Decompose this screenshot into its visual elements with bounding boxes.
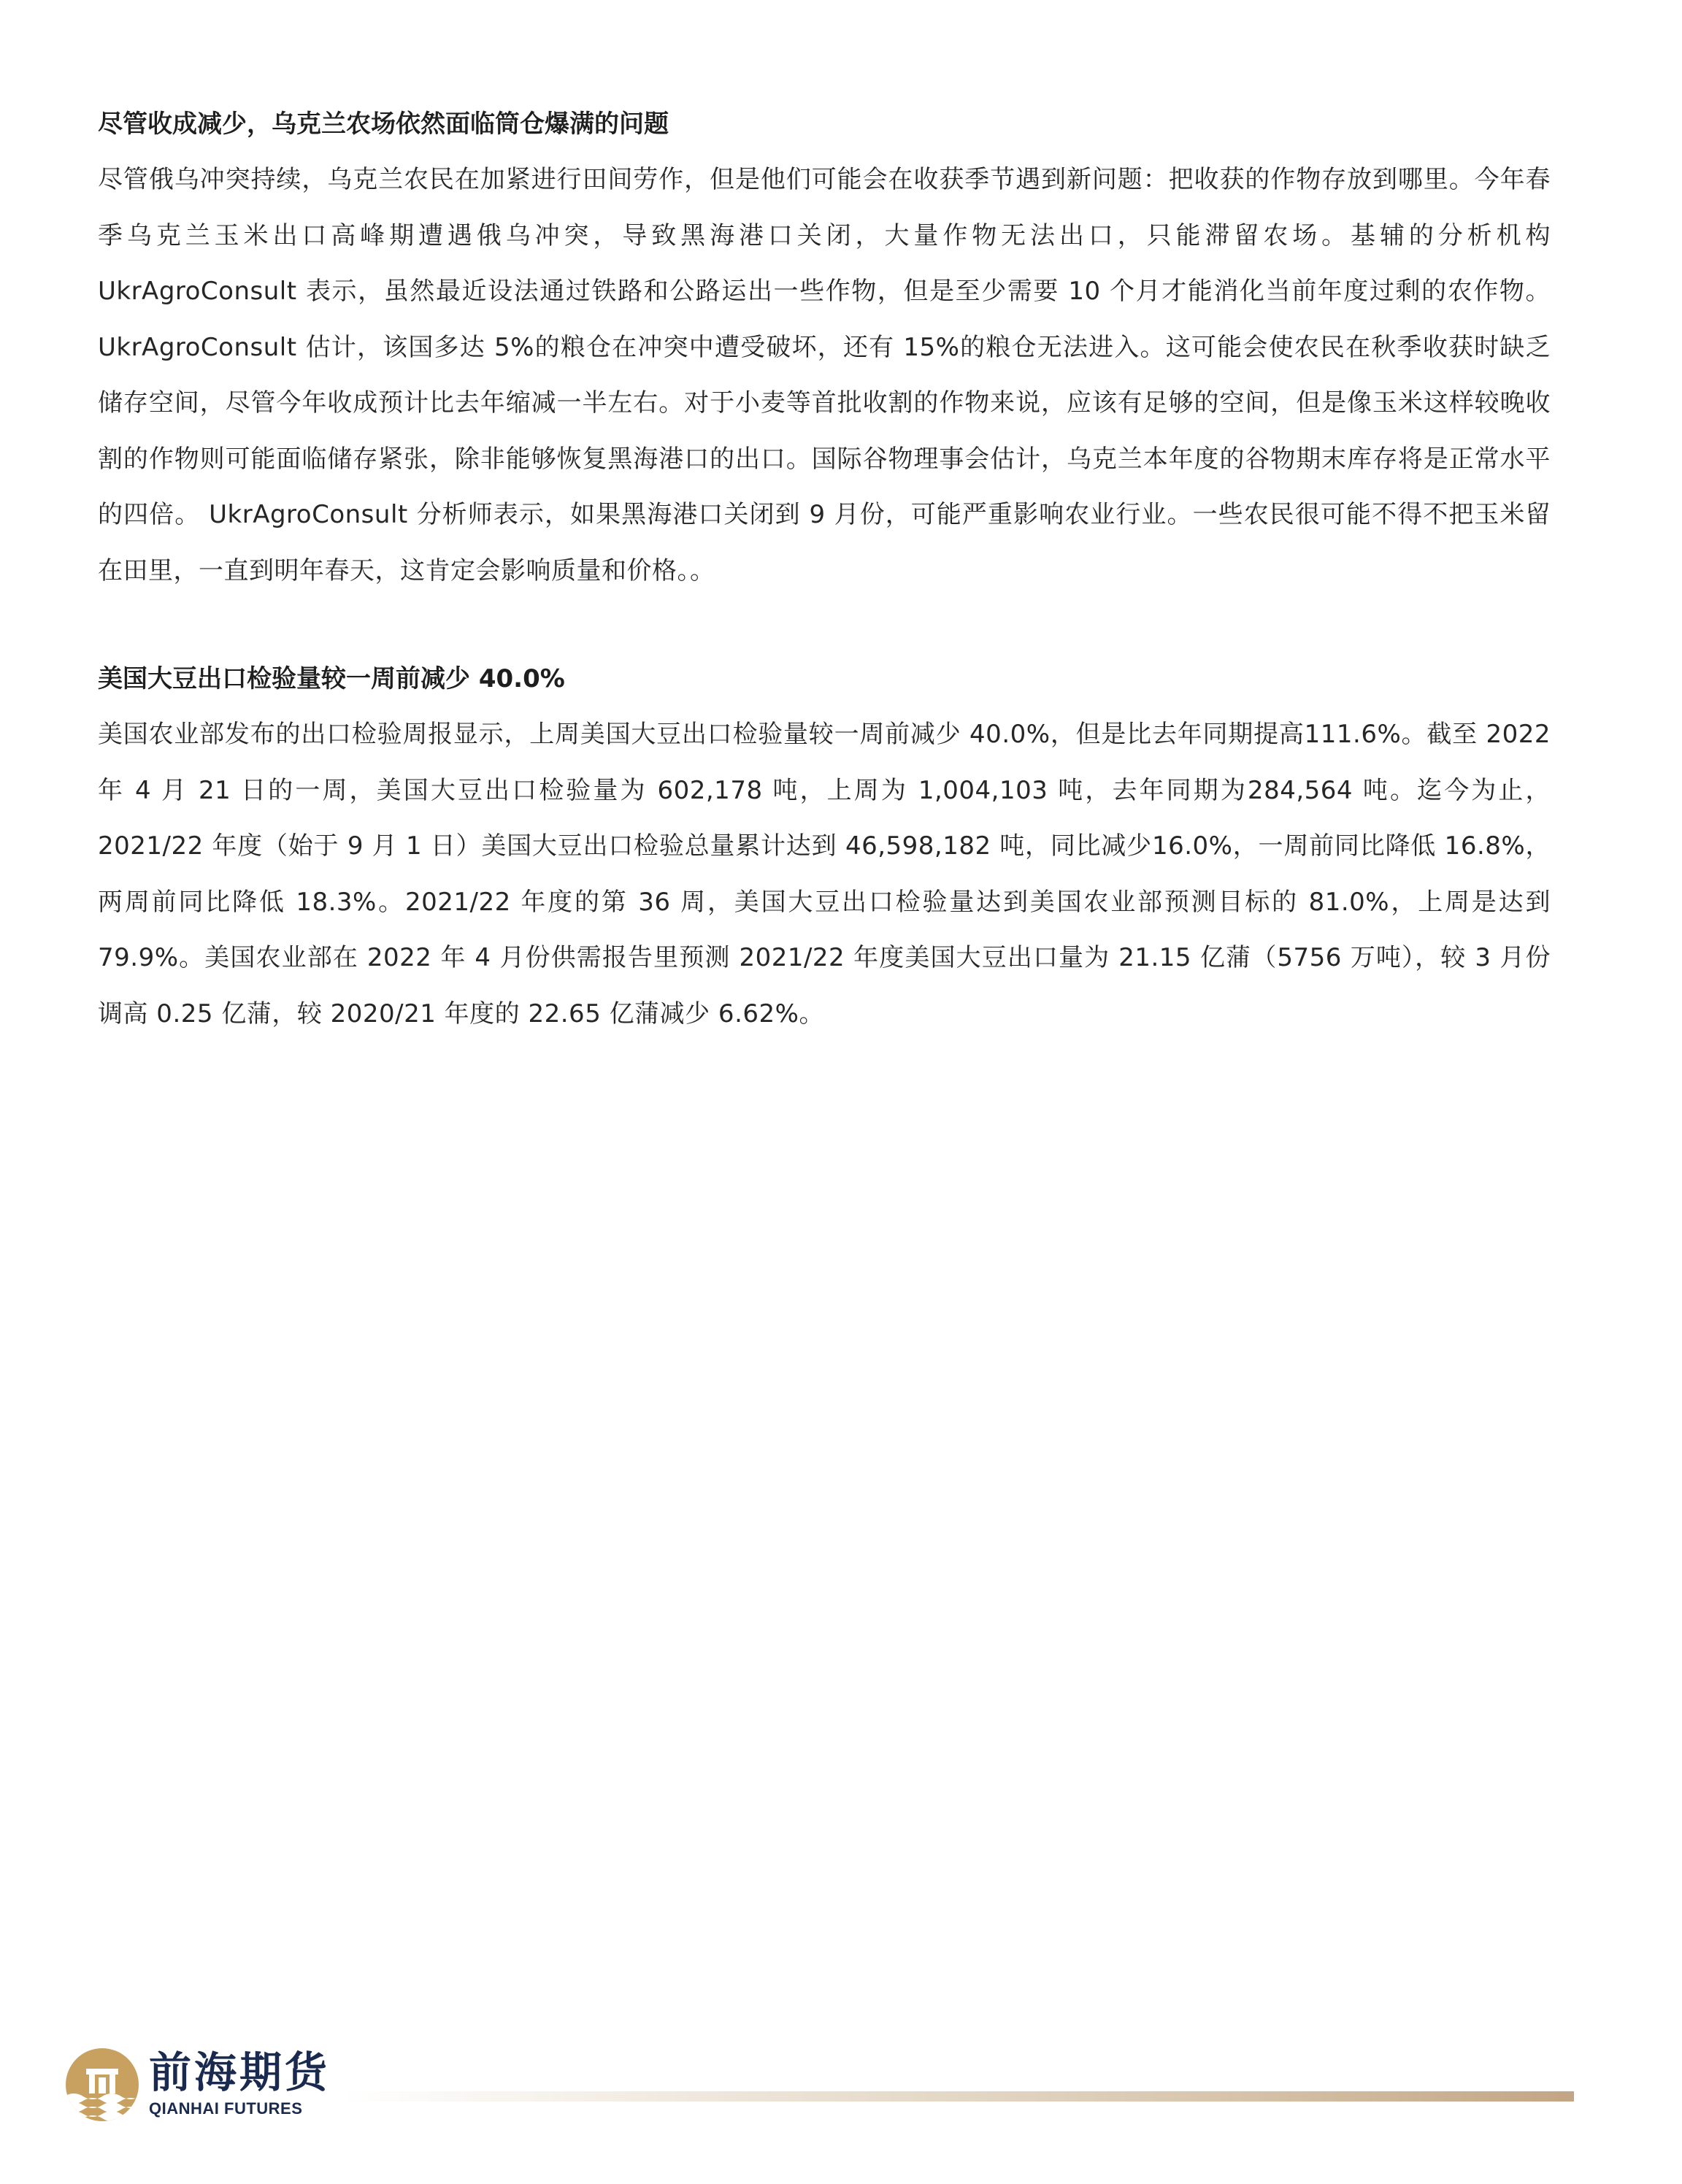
qianhai-logo-icon [64, 2047, 140, 2123]
brand-name-cn: 前海期货 [149, 2048, 331, 2097]
section-body: 尽管俄乌冲突持续，乌克兰农民在加紧进行田间劳作，但是他们可能会在收获季节遇到新问题：把收获的作物存放到哪里。今年春季乌克兰玉米出口高峰期遭遇俄乌冲突，导致黑海港口关闭，大量作物无法出口，只能滞留农场。基辅的分析机构 UkrAgroConsult 表示，虽然最近设法通过铁路和公路运出一些作物，但是至少需要 10 个月才能消化当前年度过剩的农作物。UkrAgroConsult 估计，该国多达 5%的粮仓在冲突中遭受破坏，还有 15%的粮仓无法进入。这可能会使农民在秋季收获时缺乏储存空间，尽管今年收成预计比去年缩减一半左右。对于小麦等首批收割的作物来说，应该有足够的空间，但是像玉米这样较晚收割的作物则可能面临储存紧张，除非能够恢复黑海港口的出口。国际谷物理事会估计，乌克兰本年度的谷物期末库存将是正常水平的四倍。 UkrAgroConsult 分析师表示，如果黑海港口关闭到 9 月份，可能严重影响农业行业。一些农民很可能不得不把玉米留在田里，一直到明年春天，这肯定会影响质量和价格。。 [98, 165, 1551, 585]
section-body: 美国农业部发布的出口检验周报显示，上周美国大豆出口检验量较一周前减少 40.0%，但是比去年同期提高111.6%。截至 2022 年 4 月 21 日的一周，美国大豆出口检验量为 602,178 吨，上周为 1,004,103 吨，去年同期为284,564 吨。迄今为止，2021/22 年度（始于 9 月 1 日）美国大豆出口检验总量累计达到 46,598,182 吨，同比减少16.0%，一周前同比降低 16.8%，两周前同比降低 18.3%。2021/22 年度的第 36 周，美国大豆出口检验量达到美国农业部预测目标的 81.0%，上周是达到 79.9%。美国农业部在 2022 年 4 月份供需报告里预测 2021/22 年度美国大豆出口量为 21.15 亿蒲（5756 万吨），较 3 月份调高 0.25 亿蒲，较 2020/21 年度的 22.65 亿蒲减少 6.62%。 [98, 720, 1551, 1028]
section-us-soybean-inspections [98, 661, 1551, 1042]
footer-divider [343, 2091, 1574, 2102]
brand-logo [149, 2048, 331, 2118]
section-title: 美国大豆出口检验量较一周前减少 40.0% [98, 664, 565, 693]
document-content [98, 107, 1551, 1042]
brand-name-en: QIANHAI FUTURES [149, 2099, 303, 2118]
section-ukraine-silos [98, 107, 1551, 599]
section-title: 尽管收成减少，乌克兰农场依然面临筒仓爆满的问题 [98, 109, 669, 139]
